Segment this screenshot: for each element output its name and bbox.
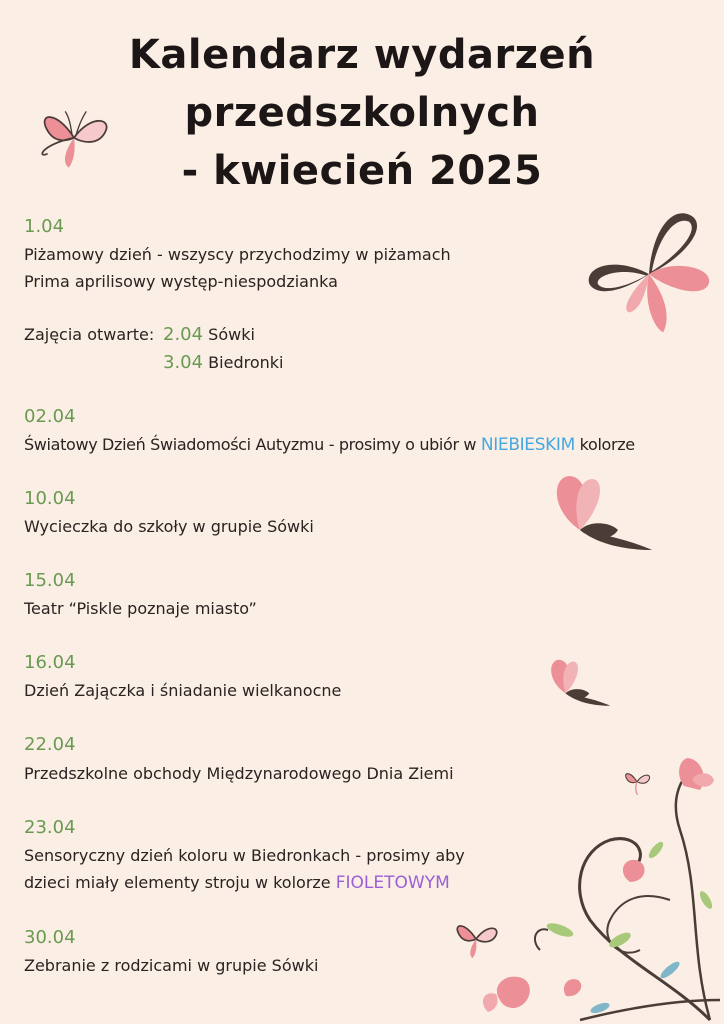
event-date: 1.04 — [24, 216, 65, 237]
event-text-part: kolorze — [574, 435, 635, 454]
open-class-group: Biedronki — [208, 353, 284, 372]
open-class-group: Sówki — [208, 325, 255, 344]
event-text: Teatr “Piskle poznaje miasto” — [24, 599, 257, 618]
event-date: 16.04 — [24, 652, 76, 673]
butterfly-icon — [578, 196, 720, 338]
event-date: 10.04 — [24, 488, 76, 509]
event-text: Sensoryczny dzień koloru w Biedronkach - prosimy aby — [24, 846, 465, 865]
title-line-1: Kalendarz wydarzeń — [128, 32, 596, 78]
event-text: Przedszkolne obchody Międzynarodowego Dnia Ziemi — [24, 764, 454, 783]
event-text: Piżamowy dzień - wszyscy przychodzimy w piżamach — [24, 245, 451, 264]
event-text-part: dzieci miały elementy stroju w kolorze — [24, 873, 336, 892]
blue-highlight: NIEBIESKIM — [480, 435, 575, 455]
flower-vine-icon — [470, 750, 724, 1024]
event-text: Dzień Zajączka i śniadanie wielkanocne — [24, 681, 342, 700]
open-classes-label: Zajęcia otwarte: — [24, 325, 155, 344]
open-class-date: 2.04 — [163, 324, 204, 345]
butterfly-icon — [30, 92, 118, 180]
event-date: 23.04 — [24, 817, 76, 838]
butterfly-icon — [540, 656, 616, 712]
title-line-2: przedszkolnych — [184, 90, 540, 136]
open-class-item — [163, 351, 283, 375]
event-text: Prima aprilisowy występ-niespodzianka — [24, 272, 338, 291]
violet-highlight: FIOLETOWYM — [335, 873, 450, 893]
event-text-part: Światowy Dzień Świadomości Autyzmu - prosimy o ubiór w — [24, 435, 481, 454]
title-line-3: - kwiecień 2025 — [181, 148, 543, 194]
butterfly-icon — [540, 470, 660, 560]
event-text: Wycieczka do szkoły w grupie Sówki — [24, 517, 314, 536]
event-date: 02.04 — [24, 406, 76, 427]
event-text — [24, 433, 635, 457]
event-date: 30.04 — [24, 927, 76, 948]
event-text: Zebranie z rodzicami w grupie Sówki — [24, 956, 319, 975]
open-class-date: 3.04 — [163, 352, 204, 373]
event-date: 22.04 — [24, 734, 76, 755]
open-class-item — [163, 323, 255, 347]
event-text — [24, 871, 450, 895]
event-date: 15.04 — [24, 570, 76, 591]
